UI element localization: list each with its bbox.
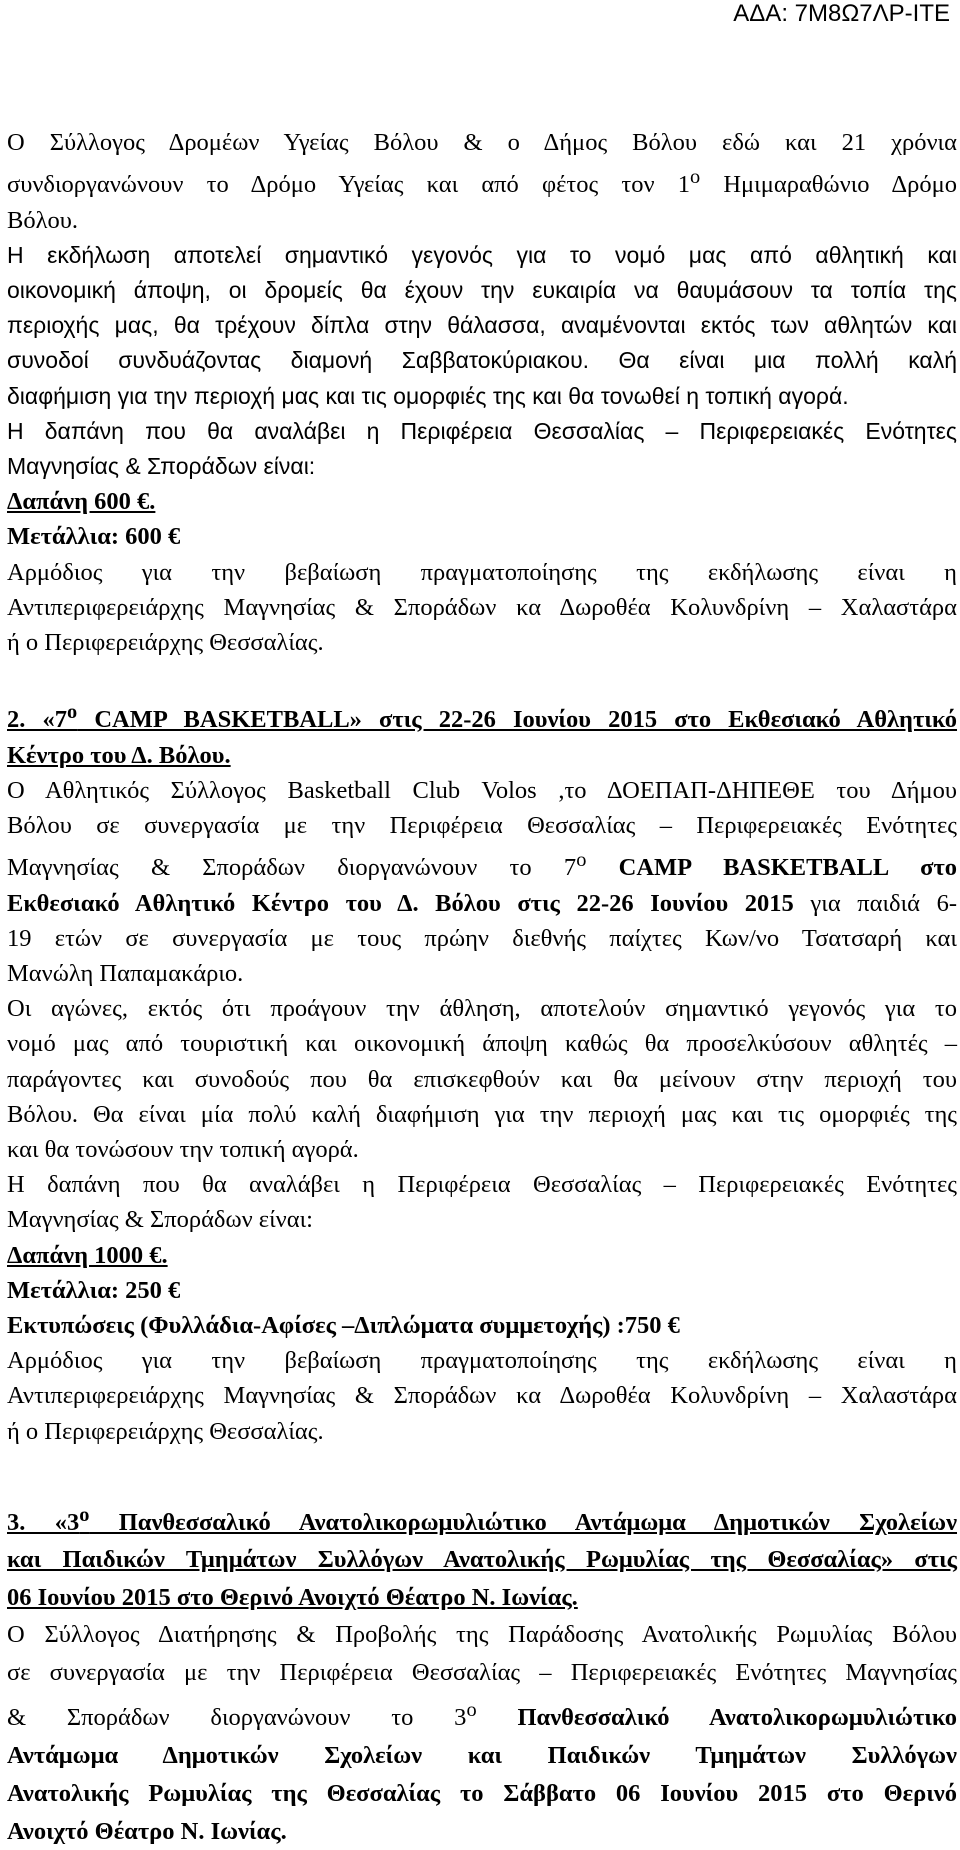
text-line: 19 ετών σε συνεργασία με τους πρώην διεθνής παίχτες Κων/νο Τσατσαρή και xyxy=(7,924,957,952)
intro-line: Βόλου. xyxy=(7,206,78,234)
medals-cost: Μετάλλια: 250 € xyxy=(7,1276,181,1304)
medals-cost: Μετάλλια: 600 € xyxy=(7,523,181,551)
text-line: Μανώλη Παπαμακάριο. xyxy=(7,959,244,987)
responsible-line: Αντιπεριφερειάρχης Μαγνησίας & Σποράδων κα Δωροθέα Κολυνδρίνη – Χαλαστάρα xyxy=(7,1382,957,1410)
text-line: Οι αγώνες, εκτός ότι προάγουν την άθληση, αποτελούν σημαντικό γεγονός για το xyxy=(7,995,957,1023)
cost-line: Μαγνησίας & Σποράδων είναι: xyxy=(7,1206,313,1234)
responsible-line: ή ο Περιφερειάρχης Θεσσαλίας. xyxy=(7,1417,324,1445)
responsible-line: Αρμόδιος για την βεβαίωση πραγματοποίησης της εκδήλωσης είναι η xyxy=(7,1347,957,1375)
intro-line: συνδιοργανώνουν το Δρόμο Υγείας και από φέτος τον $1^o$ Ημιμαραθώνιο Δρόμο xyxy=(7,166,957,199)
text-line: & Σποράδων διοργανώνουν το $3^o$ Πανθεσσαλικό Ανατολικορωμυλιώτικο xyxy=(7,1699,958,1732)
text-line: οικονομική άποψη, οι δρομείς θα έχουν την ευκαιρία να θαυμάσουν τα τοπία της xyxy=(7,276,957,303)
section3-title: και Παιδικών Τμημάτων Συλλόγων Ανατολικής Ρωμυλίας της Θεσσαλίας» στις xyxy=(7,1546,957,1574)
text-line: σε συνεργασία με την Περιφέρεια Θεσσαλίας – Περιφερειακές Ενότητες Μαγνησίας xyxy=(7,1659,957,1687)
cost-amount: Δαπάνη 600 €. xyxy=(7,488,156,516)
section3-title: 3. «$3^o$ Πανθεσσαλικό Ανατολικορωμυλιώτικο Αντάμωμα Δημοτικών Σχολείων xyxy=(7,1503,958,1536)
text-line: συνοδοί συνδυάζοντας διαμονή Σαββατοκύριακου. Θα είναι μια πολλή καλή xyxy=(7,347,957,374)
prints-cost: Εκτυπώσεις (Φυλλάδια-Αφίσες –Διπλώματα συμμετοχής) :750 € xyxy=(7,1311,680,1339)
section2-title: 2. «$7^o$ CAMP BASKETBALL» στις 22-26 Ιουνίου 2015 στο Εκθεσιακό Αθλητικό xyxy=(7,701,958,734)
cost-line: Η δαπάνη που θα αναλάβει η Περιφέρεια Θεσσαλίας – Περιφερειακές Ενότητες xyxy=(7,1171,957,1199)
document-body xyxy=(7,125,957,1850)
section3-description xyxy=(7,1616,957,1850)
text-line: Ανοιχτό Θέατρο Ν. Ιωνίας. xyxy=(7,1817,287,1845)
text-line: Μαγνησίας & Σποράδων διοργανώνουν το $7^o$ CAMP BASKETBALL στο xyxy=(7,849,957,882)
text-line: Αντάμωμα Δημοτικών Σχολείων και Παιδικών Τμημάτων Συλλόγων xyxy=(7,1741,957,1769)
responsible-line: Αντιπεριφερειάρχης Μαγνησίας & Σποράδων κα Δωροθέα Κολυνδρίνη – Χαλαστάρα xyxy=(7,593,957,621)
text-line: διαφήμιση για την περιοχή μας και τις ομορφιές της και θα τονωθεί η τοπική αγορά. xyxy=(7,382,849,409)
text-line: Βόλου σε συνεργασία με την Περιφέρεια Θεσσαλίας – Περιφερειακές Ενότητες xyxy=(7,811,957,839)
intro-line: Ο Σύλλογος Δρομέων Υγείας Βόλου & ο Δήμος Βόλου εδώ και 21 χρόνια xyxy=(7,129,957,156)
text-line: Ανατολικής Ρωμυλίας της Θεσσαλίας το Σάββατο 06 Ιουνίου 2015 στο Θερινό xyxy=(7,1779,957,1807)
section2-title: Κέντρο του Δ. Βόλου. xyxy=(7,741,231,769)
text-line: και θα τονώσουν την τοπική αγορά. xyxy=(7,1135,359,1163)
responsible-line: Αρμόδιος για την βεβαίωση πραγματοποίησης της εκδήλωσης είναι η xyxy=(7,558,957,586)
text-line: Ο Αθλητικός Σύλλογος Basketball Club Volos ,το ΔΟΕΠΑΠ-ΔΗΠΕΘΕ του Δήμου xyxy=(7,776,957,804)
cost-amount: Δαπάνη 1000 €. xyxy=(7,1241,168,1269)
ada-code: ΑΔΑ: 7Μ8Ω7ΛΡ-ΙΤΕ xyxy=(733,0,950,27)
section3-title-block xyxy=(7,1497,957,1617)
cost-line: Η δαπάνη που θα αναλάβει η Περιφέρεια Θεσσαλίας – Περιφερειακές Ενότητες xyxy=(7,417,957,444)
text-line: Η εκδήλωση αποτελεί σημαντικό γεγονός για το νομό μας από αθλητική και xyxy=(7,241,957,268)
cost-line: Μαγνησίας & Σποράδων είναι: xyxy=(7,452,316,479)
text-line: περιοχής μας, θα τρέχουν δίπλα στην θάλασσα, αναμένονται εκτός των αθλητών και xyxy=(7,312,957,339)
text-line: Ο Σύλλογος Διατήρησης & Προβολής της Παράδοσης Ανατολικής Ρωμυλίας Βόλου xyxy=(7,1621,957,1649)
section3-title: 06 Ιουνίου 2015 στο Θερινό Ανοιχτό Θέατρο Ν. Ιωνίας. xyxy=(7,1583,578,1611)
section1-description xyxy=(7,238,957,484)
text-line: παράγοντες και συνοδούς που θα επισκεφθούν και θα μείνουν στην περιοχή του xyxy=(7,1065,957,1093)
text-line: Βόλου. Θα είναι μία πολύ καλή διαφήμιση για την περιοχή μας και τις ομορφιές της xyxy=(7,1100,957,1128)
responsible-line: ή ο Περιφερειάρχης Θεσσαλίας. xyxy=(7,629,324,656)
text-line: Εκθεσιακό Αθλητικό Κέντρο του Δ. Βόλου στις 22-26 Ιουνίου 2015 για παιδιά 6- xyxy=(7,889,957,917)
text-line: νομό μας από τουριστική και οικονομική άποψη καθώς θα προσελκύσουν αθλητές – xyxy=(7,1030,957,1058)
